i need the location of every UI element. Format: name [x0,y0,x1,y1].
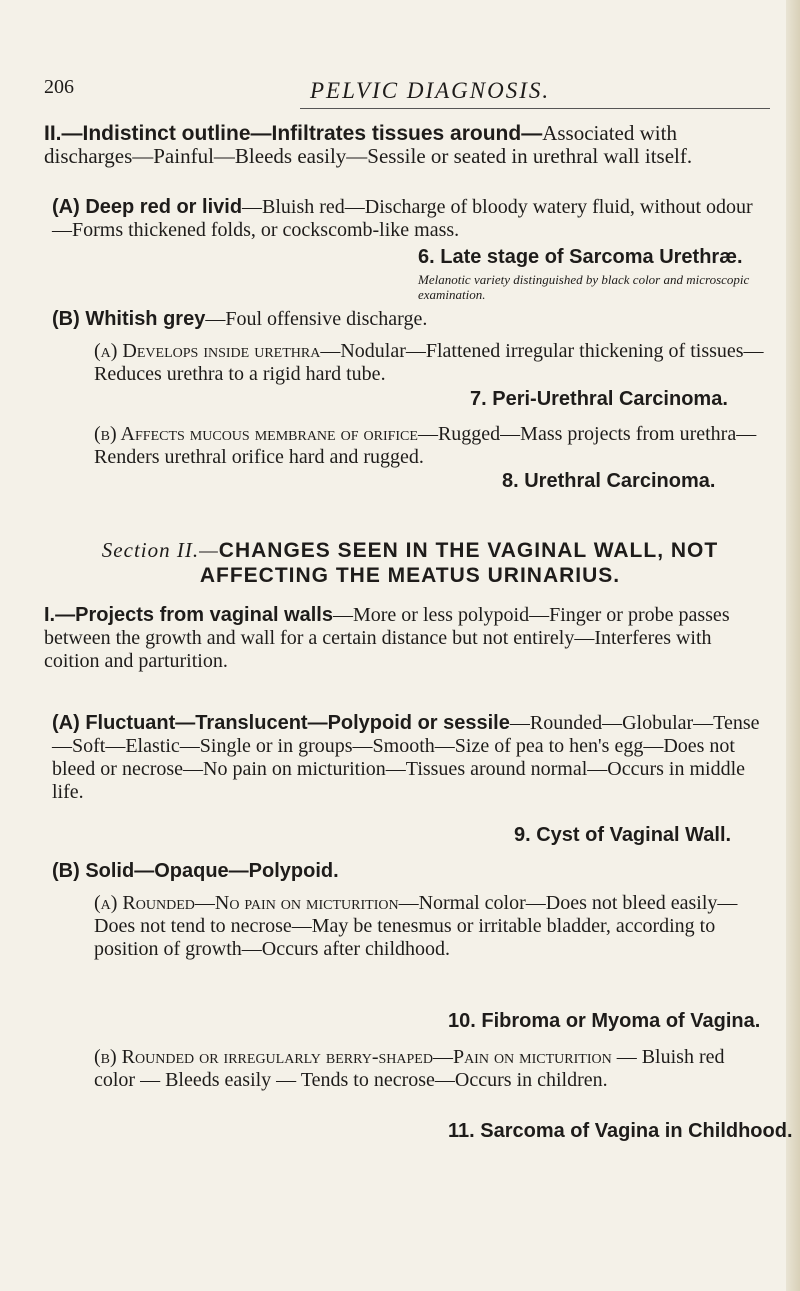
page-number: 206 [44,76,74,98]
diagnosis-10: 10. Fibroma or Myoma of Vagina. [448,1010,761,1032]
item-i-lead: I.—Projects from vaginal walls [44,604,333,626]
item-a-lead: (A) Deep red or livid [52,196,243,218]
item-solid-b [94,1046,770,1092]
item-b-b [94,423,770,469]
item-b-text: —Foul offensive discharge. [205,308,428,330]
item-solid-b-text: — Bluish red color — Bleeds easily — Tends to necrose—Occurs in children. [94,1046,725,1091]
item-ii-intro [44,122,770,168]
page-edge [786,0,800,1291]
item-solid-a-text: —Normal color—Does not bleed easily—Does not tend to necrose—May be tenesmus or irritable bladder, according to position of growth—Occurs after childhood. [94,892,738,960]
item-b-a [94,340,770,386]
section-title-line2: AFFECTING THE MEATUS URINARIUS. [199,564,621,587]
item-a-deep-red [52,196,770,242]
item-ii-text: Associated with discharges—Painful—Bleeds easily—Sessile or seated in urethral wall itself. [44,121,693,168]
item-b-a-text: —Nodular—Flattened irregular thickening of tissues—Reduces urethra to a rigid hard tube. [94,340,764,385]
diagnosis-11: 11. Sarcoma of Vagina in Childhood. [448,1120,793,1142]
diagnosis-6: 6. Late stage of Sarcoma Urethræ. [418,246,743,268]
item-b-b-label: (b) Affects mucous membrane of orifice [94,423,418,445]
item-ii-lead: II.—Indistinct outline—Infiltrates tissues around— [44,122,543,145]
item-solid-a [94,892,770,961]
item-i-projects [44,604,770,673]
item-b-b-text: —Rugged—Mass projects from urethra—Renders urethral orifice hard and rugged. [94,423,757,468]
item-a-text: —Bluish red—Discharge of bloody watery fluid, without odour—Forms thickened folds, or cockscomb-like mass. [52,196,753,241]
diagnosis-7: 7. Peri-Urethral Carcinoma. [470,388,728,410]
item-a2-lead: (A) Fluctuant—Translucent—Polypoid or sessile [52,712,510,734]
item-b-solid: (B) Solid—Opaque—Polypoid. [52,860,339,882]
running-title: PELVIC DIAGNOSIS. [310,78,551,103]
section-heading [50,538,770,563]
item-b-a-label: (a) Develops inside urethra [94,340,321,362]
item-a2-text: —Rounded—Globular—Tense—Soft—Elastic—Single or in groups—Smooth—Size of pea to hen's egg—Does not bleed or necrose—No pain on micturition—Tissues around normal—Occurs in middle life. [52,712,760,803]
header-rule [300,108,770,109]
item-i-text: —More or less polypoid—Finger or probe passes between the growth and wall for a certain distance but not entirely—Interferes with coition and parturition. [44,604,730,672]
diagnosis-6-note: Melanotic variety distinguished by black color and microscopic examination. [418,272,750,302]
diagnosis-9: 9. Cyst of Vaginal Wall. [514,824,732,846]
item-b-whitish-grey [52,308,770,331]
diagnosis-8: 8. Urethral Carcinoma. [502,470,716,492]
item-b-lead: (B) Whitish grey [52,308,206,330]
item-solid-b-label: (b) Rounded or irregularly berry-shaped—Pain on micturition [94,1046,612,1068]
item-a-fluctuant [52,712,770,804]
section-label: Section II.— [101,538,219,562]
item-solid-a-label: (a) Rounded—No pain on micturition [94,892,399,914]
section-title-line1: CHANGES SEEN IN THE VAGINAL WALL, NOT [218,539,719,562]
